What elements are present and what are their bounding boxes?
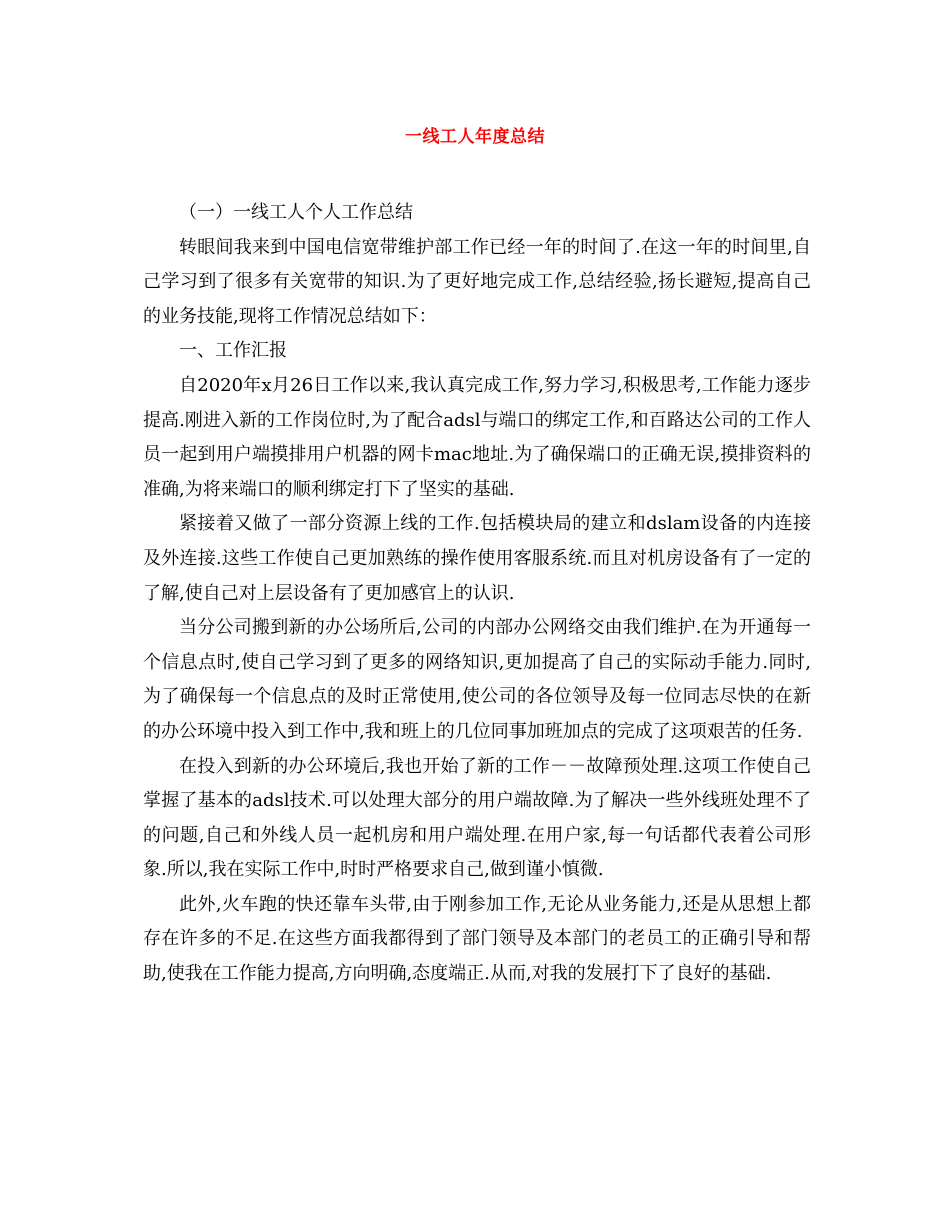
section-heading-work-report: 一、工作汇报: [179, 340, 287, 362]
document-body: [143, 196, 811, 992]
paragraph-office-network: 当分公司搬到新的办公场所后,公司的内部办公网络交由我们维护.在为开通每一个信息点时,使自己学习到了更多的网络知识,更加提高了自己的实际动手能力.同时,为了确保每一个信息点的及时正常使用,使公司的各位领导及每一位同志尽快的在新的办公环境中投入到工作中,我和班上的几位同事加班加点的完成了这项艰苦的任务.: [143, 617, 811, 742]
section-heading-personal-summary: （一）一线工人个人工作总结: [179, 202, 413, 223]
paragraph-fault-preprocessing: 在投入到新的办公环境后,我也开始了新的工作－－故障预处理.这项工作使自己掌握了基本的adsl技术.可以处理大部分的用户端故障.为了解决一些外线班处理不了的问题,自己和外线人员一起机房和用户端处理.在用户家,每一句话都代表着公司形象.所以,我在实际工作中,时时严格要求自己,做到谨小慎微.: [143, 755, 811, 881]
paragraph-resource-online: 紧接着又做了一部分资源上线的工作.包括模块局的建立和dslam设备的内连接及外连接.这些工作使自己更加熟练的操作使用客服系统.而且对机房设备有了一定的了解,使自己对上层设备有了更加感官上的认识.: [143, 513, 811, 604]
paragraph-introduction: 转眼间我来到中国电信宽带维护部工作已经一年的时间了.在这一年的时间里,自己学习到了很多有关宽带的知识.为了更好地完成工作,总结经验,扬长避短,提高自己的业务技能,现将工作情况总结如下：: [143, 236, 811, 327]
document-title: 一线工人年度总结: [405, 127, 545, 147]
paragraph-guidance: 此外,火车跑的快还靠车头带,由于刚参加工作,无论从业务能力,还是从思想上都存在许多的不足.在这些方面我都得到了部门领导及本部门的老员工的正确引导和帮助,使我在工作能力提高,方向明确,态度端正.从而,对我的发展打下了良好的基础.: [143, 893, 811, 985]
paragraph-port-binding: 自2020年x月26日工作以来,我认真完成工作,努力学习,积极思考,工作能力逐步提高.刚进入新的工作岗位时,为了配合adsl与端口的绑定工作,和百路达公司的工作人员一起到用户端摸排用户机器的网卡mac地址.为了确保端口的正确无误,摸排资料的准确,为将来端口的顺利绑定打下了坚实的基础.: [143, 374, 811, 500]
